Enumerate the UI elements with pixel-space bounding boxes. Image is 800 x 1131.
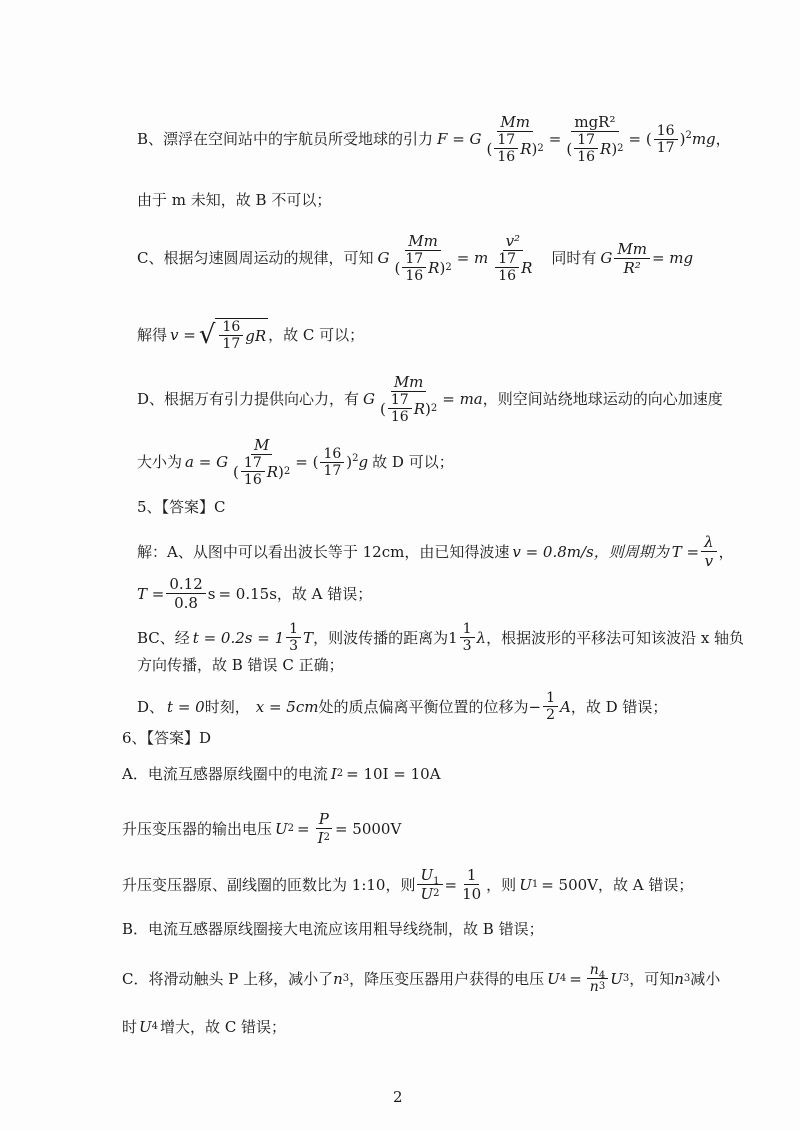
fraction-16-17 [654, 123, 678, 156]
den-16: 16 [497, 149, 516, 165]
u4-symbol: U [547, 969, 560, 988]
m-eq: = m [456, 249, 489, 267]
line-5bc [137, 621, 744, 654]
denominator [490, 251, 535, 284]
den-16: 16 [577, 149, 596, 165]
numerator: 0.12 [166, 575, 205, 594]
denominator: R² [623, 258, 641, 277]
q5a-text: 解：A、从图中可以看出波长等于 12cm，由已知得波速 [137, 542, 510, 561]
q6c-prefix: C．将滑动触头 P 上移，减小了 [122, 969, 334, 988]
s-unit: s [207, 584, 216, 603]
line-6-ratio: 升压变压器原、副线圈的匝数比为 1:10，则 $U_1$ U 2 = $\frac{1}{10}$ ，则 U 1 = 500V ，故 A 错误； [122, 866, 694, 903]
denominator: ( $\frac{17}{16}$ R ) 2 [380, 392, 438, 425]
line-5bc-2 [137, 655, 344, 675]
fraction-16-17 [320, 446, 344, 479]
denominator: ( $\frac{17}{16}$ R ) 2 [233, 455, 291, 488]
fraction-012-08 [166, 575, 205, 612]
r-symbol: R [428, 258, 440, 277]
u1-symbol: U [519, 875, 532, 894]
u4-symbol: U [139, 1018, 152, 1036]
u2-symbol: U [275, 819, 288, 838]
numerator: 1 [460, 621, 475, 638]
q5bc-mid: ，则波传播的距离为 [313, 628, 449, 647]
q5d-mid2: 处的质点偏离平衡位置的位移为 [318, 697, 529, 716]
num-17: 17 [494, 132, 518, 149]
numerator: v² [503, 232, 524, 251]
denominator: ( $\frac{17}{16}$ R ) 2 [566, 132, 624, 165]
q5a-v-text: v = 0.8m/s，则周期为 [512, 542, 669, 561]
line-5a-period [137, 575, 372, 612]
den-17: 17 [323, 462, 342, 479]
one: 1 [448, 628, 458, 647]
fraction-d1 [377, 373, 440, 425]
radicand [215, 318, 268, 352]
u1-symbol: U [420, 866, 434, 884]
fraction-1-2 [543, 690, 558, 723]
numerator: $U_1$ [417, 866, 442, 885]
q5d-mid: 时刻， [204, 697, 250, 716]
numerator: 1 [464, 866, 480, 885]
line-6b [122, 919, 544, 939]
denominator: 0.8 [174, 594, 198, 612]
denominator: 3 [462, 638, 472, 654]
answer-6-text: 6、【答案】D [122, 729, 212, 747]
t-eq: T = [137, 584, 165, 603]
i2-symbol: I [317, 829, 324, 847]
answer-5-heading [137, 497, 226, 517]
fraction-d2 [230, 436, 293, 488]
num-17: 17 [402, 251, 426, 268]
den-17: 17 [222, 336, 241, 352]
numerator: Mm [405, 232, 441, 251]
gr-symbol: gR [245, 326, 267, 345]
q6c-mid2: ，可知 [629, 969, 675, 988]
q6-ratio-mid: ，则 [486, 875, 517, 894]
num-16: 16 [320, 446, 344, 463]
den-16: 16 [405, 268, 424, 284]
line-6c-2: 时 U 4 增大，故 C 错误； [122, 1018, 287, 1036]
r-symbol: R [520, 139, 532, 158]
den-16: 16 [243, 472, 262, 488]
numerator: $n_4$ [587, 962, 608, 979]
denominator: 10 [462, 885, 482, 903]
num-17: 17 [495, 251, 519, 268]
numerator: mgR² [571, 113, 618, 132]
g-const: G [377, 249, 390, 267]
answer-6-heading [122, 728, 211, 748]
denominator: 2 [546, 707, 555, 723]
mg-symbol: mg [691, 130, 716, 148]
sqrt-expression: √ $\frac{16}{17}$ gR [198, 319, 267, 352]
c-solve-suffix: ，故 C 可以； [268, 326, 365, 344]
r-symbol: R [266, 462, 279, 481]
t-eq: T = [671, 542, 700, 561]
den-16: 16 [498, 268, 517, 284]
d-prefix-text: D、根据万有引力提供向心力，有 [137, 390, 360, 408]
r-symbol: R [521, 258, 533, 277]
num-16: 16 [654, 123, 678, 140]
num-16: 16 [219, 319, 243, 336]
numerator: Mm [614, 240, 650, 259]
eq-mg: = mg [651, 249, 694, 267]
x5-expression: x = 5cm [255, 697, 319, 716]
q6-ratio-suffix: ，故 A 错误； [598, 875, 694, 894]
q5d-suffix: ，故 D 错误； [570, 697, 668, 716]
n3-symbol: n [333, 969, 343, 988]
fraction-b1 [484, 113, 547, 165]
r-symbol: R [413, 399, 425, 418]
den-16: 16 [390, 409, 409, 425]
fraction-c3 [614, 240, 650, 277]
answer-5-text: 5、【答案】C [137, 498, 226, 516]
denominator: v [704, 552, 714, 570]
denominator: U 2 [420, 885, 440, 903]
lambda-symbol: λ [476, 628, 487, 647]
line-6c: C．将滑动触头 P 上移，减小了 n 3 ，降压变压器用户获得的电压 U 4 = $n_4$ n 3 U 3 ，可知 n 3 减小 [122, 962, 721, 995]
t02-expression: t = 0.2s = 1 [192, 628, 285, 647]
fraction-b2 [563, 113, 626, 165]
num-17: 17 [241, 455, 265, 472]
n4-symbol: n [589, 962, 599, 978]
q5bc-line2-text: 方向传播，故 B 错误 C 正确； [137, 656, 344, 674]
q6-ratio-u1: = 500V [541, 875, 599, 894]
a-eq: a = G [185, 453, 229, 471]
numerator: 1 [286, 621, 301, 638]
q6b-text: B．电流互感器原线圈接大电流应该用粗导线绕制，故 B 错误； [122, 920, 544, 938]
line-5a: 解：A、从图中可以看出波长等于 12cm，由已知得波速 v = 0.8m/s，则周期为 T = $\frac{\lambda}{v}$ ， [137, 533, 734, 570]
numerator: Mm [391, 373, 427, 392]
q6c-mid: ，降压变压器用户获得的电压 [349, 969, 545, 988]
page-number: 2 [393, 1088, 403, 1106]
line-c-solve [137, 318, 364, 352]
line-5d [137, 690, 667, 723]
fraction-c2 [490, 232, 535, 284]
d2-prefix-text: 大小为 [137, 453, 183, 471]
fraction-u1-u2 [417, 866, 442, 903]
u2-symbol: U [420, 885, 434, 903]
g-const: G [363, 390, 376, 408]
q6a-eq: = 10I = 10A [346, 765, 441, 783]
line-b: B、漂浮在空间站中的宇航员所受地球的引力 F = G Mm ( $\frac{17}{16}$ R ) 2 = mgR² ( $\frac{17}{16}$ R ) 2 = ( $\frac{16}{17}$ )$^2$ mg ， [137, 113, 731, 165]
line-b-m-unknown [137, 190, 331, 210]
num-17: 17 [574, 132, 598, 149]
den-17: 17 [656, 139, 675, 156]
g-const: G [600, 249, 613, 267]
n3-symbol: n [674, 969, 684, 988]
i2-symbol: I [330, 765, 337, 783]
c-prefix-text: C、根据匀速圆周运动的规律，可知 [137, 249, 374, 267]
q6c-suffix: 减小 [690, 969, 721, 988]
f-eq: F = G [437, 130, 482, 148]
ma-symbol: = ma [442, 390, 483, 408]
denominator: I 2 [317, 829, 330, 847]
line-6a: A．电流互感器原线圈中的电流 I 2 = 10I = 10A [122, 765, 441, 783]
b-m-unknown-text: 由于 m 未知，故 B 不可以； [137, 191, 332, 209]
line-d [137, 373, 723, 425]
denominator: ( $\frac{17}{16}$ R ) 2 [394, 251, 452, 284]
c-mid-text: 同时有 [551, 249, 597, 267]
q5bc-suffix: ，根据波形的平移法可知该波沿 x 轴负 [486, 628, 745, 647]
line-6-u2: 升压变压器的输出电压 U 2 = P I 2 = 5000V [122, 810, 402, 847]
denominator: n 3 [589, 979, 606, 995]
b-prefix-text: B、漂浮在空间站中的宇航员所受地球的引力 [137, 130, 434, 148]
g-symbol: g [358, 453, 369, 471]
q6-u2-result: = 5000V [334, 819, 402, 838]
q6-u2-prefix: 升压变压器的输出电压 [122, 819, 273, 838]
q6c-line2-suffix: 增大，故 C 错误； [160, 1018, 287, 1036]
d-suffix-text: ，则空间站绕地球运动的向心加速度 [482, 390, 723, 408]
t0-expression: t = 0 [167, 697, 205, 716]
q5d-prefix: D、 [137, 697, 165, 716]
numerator: λ [701, 533, 717, 552]
v-eq: v = [170, 326, 196, 344]
q6-ratio-prefix: 升压变压器原、副线圈的匝数比为 1:10，则 [122, 875, 416, 894]
fraction-n4-n3 [587, 962, 608, 995]
numerator: P [316, 810, 332, 829]
q5bc-prefix: BC、经 [137, 628, 190, 647]
numerator: M [251, 436, 272, 455]
t-symbol: T [303, 628, 314, 647]
denominator: 3 [289, 638, 299, 654]
a-symbol: A [559, 697, 571, 716]
line-c [137, 232, 693, 284]
denominator: ( $\frac{17}{16}$ R ) 2 [486, 132, 544, 165]
n3-symbol: n [589, 979, 599, 995]
line-d2: 大小为 a = G M ( $\frac{17}{16}$ R ) 2 = ( $\frac{16}{17}$ )$^2$ g 故 D 可以； [137, 436, 454, 488]
q5a-result-text: = 0.15s，故 A 错误； [218, 584, 373, 603]
r-symbol: R [600, 139, 612, 158]
u3-symbol: U [610, 969, 623, 988]
c-solve-prefix: 解得 [137, 326, 168, 344]
fraction-c1 [391, 232, 454, 284]
numerator: Mm [497, 113, 533, 132]
numerator: 1 [543, 690, 558, 707]
fraction-p-i2 [315, 810, 333, 847]
fraction-lambda-v [701, 533, 717, 570]
fraction-1-10 [459, 866, 484, 903]
d2-suffix-text: 故 D 可以； [372, 453, 454, 471]
q6a-prefix: A．电流互感器原线圈中的电流 [122, 765, 328, 783]
num-17: 17 [388, 392, 412, 409]
fraction-1-3 [460, 621, 475, 654]
fraction-1-3 [286, 621, 301, 654]
minus-sign: − [528, 697, 542, 716]
